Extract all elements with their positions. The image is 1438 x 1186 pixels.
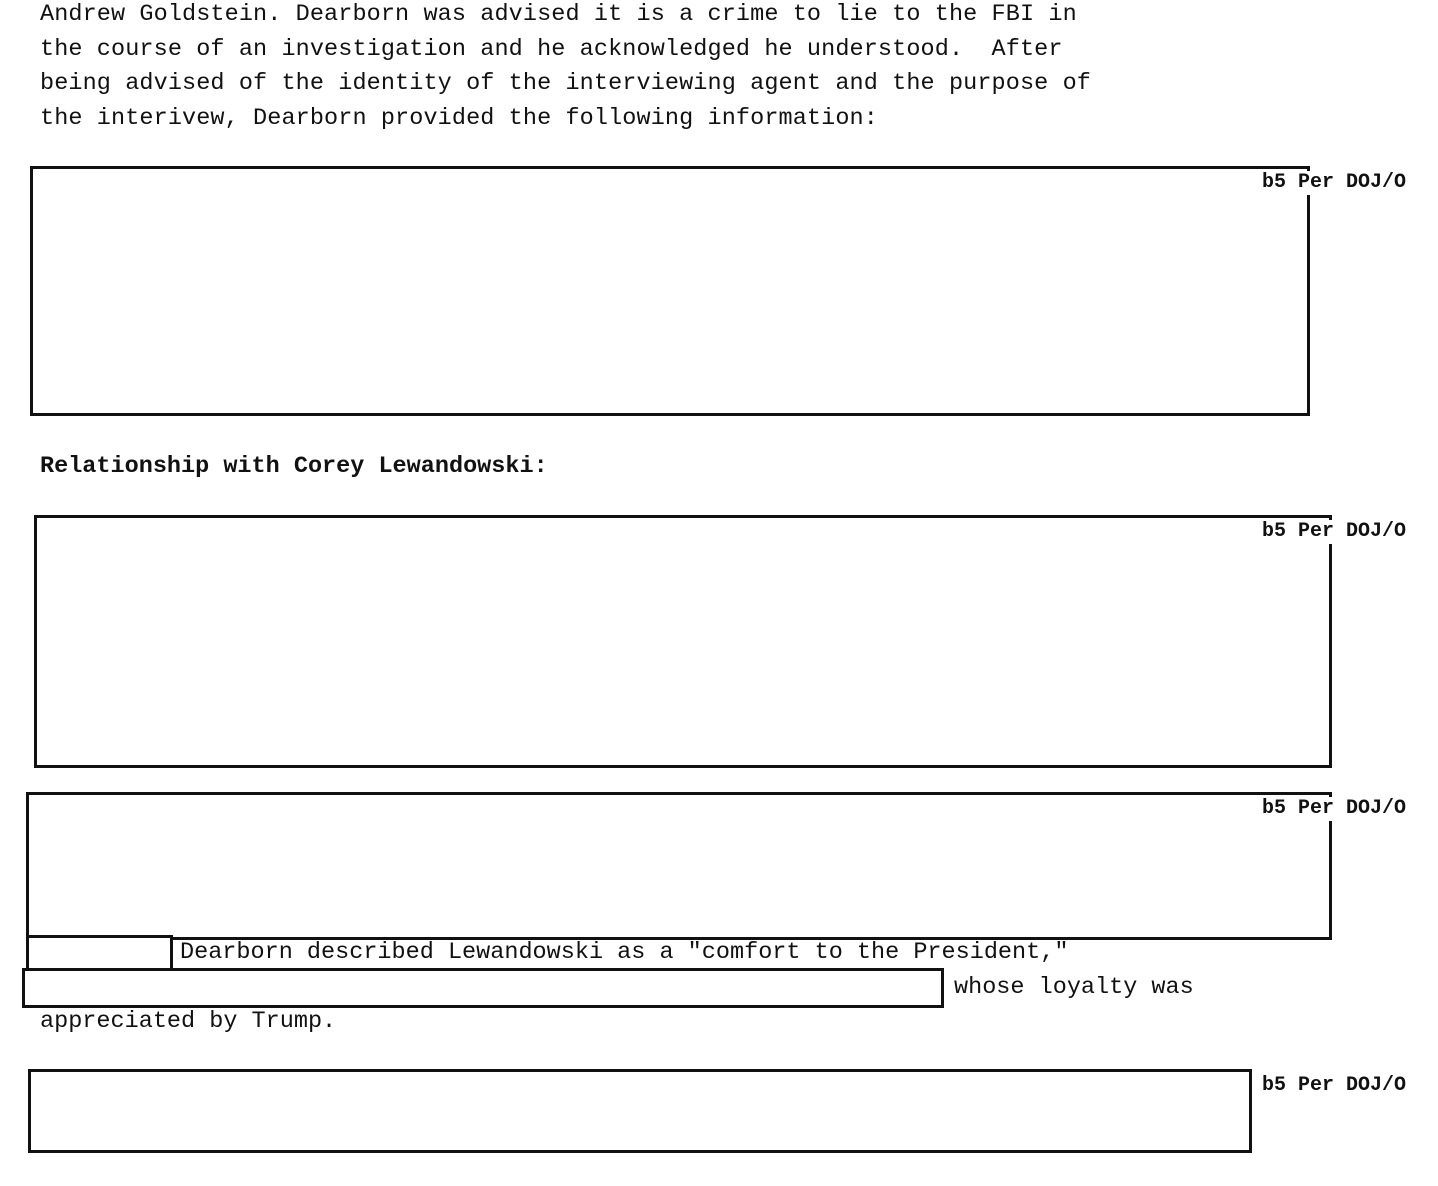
exemption-label-2: b5 Per DOJ/O: [1262, 520, 1410, 544]
redaction-box-5: [22, 968, 944, 1008]
appreciated-line: appreciated by Trump.: [40, 1008, 337, 1035]
comfort-sentence: Dearborn described Lewandowski as a "comfort to the President,": [180, 939, 1069, 966]
intro-line-3: being advised of the identity of the interviewing agent and the purpose of: [40, 70, 1091, 97]
loyalty-fragment: whose loyalty was: [954, 974, 1194, 1001]
intro-paragraph: [40, 0, 1091, 136]
section-heading: Relationship with Corey Lewandowski:: [40, 453, 548, 480]
redaction-box-2: [34, 515, 1332, 768]
redaction-box-3: [26, 792, 1332, 940]
intro-line-4: the interivew, Dearborn provided the following information:: [40, 104, 878, 132]
exemption-label-1: b5 Per DOJ/O: [1262, 171, 1410, 195]
exemption-label-4: b5 Per DOJ/O: [1262, 1074, 1410, 1098]
redaction-box-1: [30, 166, 1310, 416]
intro-line-1: Andrew Goldstein. Dearborn was advised it is a crime to lie to the FBI in: [40, 1, 1077, 28]
intro-line-2: the course of an investigation and he acknowledged he understood. After: [40, 35, 1063, 63]
exemption-label-3: b5 Per DOJ/O: [1262, 797, 1410, 821]
redaction-box-6: [28, 1069, 1252, 1153]
redaction-box-4: [26, 935, 173, 971]
